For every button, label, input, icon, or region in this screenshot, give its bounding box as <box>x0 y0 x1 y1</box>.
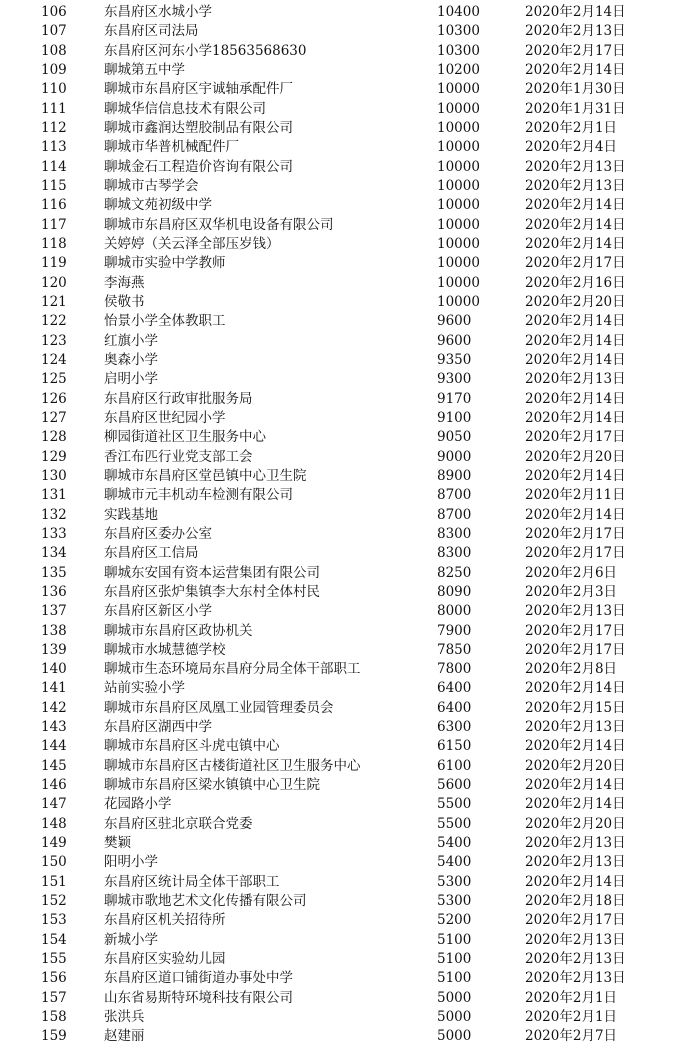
donation-amount: 10000 <box>437 216 480 233</box>
row-number: 138 <box>41 622 67 639</box>
donation-amount: 5000 <box>437 1009 472 1026</box>
donation-date: 2020年2月14日 <box>525 467 626 484</box>
donation-amount: 5100 <box>437 970 472 987</box>
donor-name: 怡景小学全体教职工 <box>104 313 226 330</box>
donor-name: 东昌府区行政审批服务局 <box>104 390 253 407</box>
table-row <box>0 61 700 80</box>
donation-date: 2020年2月14日 <box>525 4 626 20</box>
donation-amount: 8090 <box>437 583 472 600</box>
donation-date: 2020年2月20日 <box>525 815 626 832</box>
row-number: 114 <box>41 158 67 175</box>
table-row <box>0 3 700 22</box>
donation-date: 2020年2月17日 <box>525 912 626 929</box>
donor-name: 聊城市鑫润达塑胶制品有限公司 <box>104 119 293 136</box>
table-row <box>0 409 700 428</box>
table-row <box>0 448 700 467</box>
table-row <box>0 602 700 621</box>
donation-date: 2020年2月14日 <box>525 796 626 813</box>
donation-date: 2020年2月14日 <box>525 197 626 214</box>
donation-date: 2020年2月17日 <box>525 641 626 658</box>
donor-name: 张洪兵 <box>104 1009 145 1026</box>
row-number: 132 <box>41 506 67 523</box>
donor-name: 东昌府区湖西中学 <box>104 719 212 736</box>
donation-amount: 10000 <box>437 119 480 136</box>
donation-date: 2020年2月20日 <box>525 448 626 465</box>
table-row <box>0 641 700 660</box>
donor-name: 聊城市实验中学教师 <box>104 255 226 272</box>
row-number: 133 <box>41 525 67 542</box>
donor-name: 阳明小学 <box>104 854 158 871</box>
donation-amount: 8250 <box>437 564 472 581</box>
donation-amount: 9170 <box>437 390 472 407</box>
row-number: 113 <box>41 139 67 156</box>
donation-amount: 5100 <box>437 931 472 948</box>
row-number: 125 <box>41 371 67 388</box>
table-row <box>0 525 700 544</box>
table-row <box>0 892 700 911</box>
table-row <box>0 506 700 525</box>
table-row <box>0 196 700 215</box>
donor-name: 东昌府区司法局 <box>104 23 199 40</box>
donation-date: 2020年2月8日 <box>525 661 618 678</box>
table-row <box>0 274 700 293</box>
row-number: 140 <box>41 661 67 678</box>
donor-name: 关婷婷（关云泽全部压岁钱） <box>104 235 280 252</box>
row-number: 158 <box>41 1009 67 1026</box>
donation-amount: 9100 <box>437 409 472 426</box>
row-number: 109 <box>41 61 67 78</box>
donation-amount: 6300 <box>437 719 472 736</box>
donation-amount: 7800 <box>437 661 472 678</box>
row-number: 119 <box>41 255 67 272</box>
table-row <box>0 80 700 99</box>
donor-name: 聊城市元丰机动车检测有限公司 <box>104 487 293 504</box>
donor-name: 聊城市东昌府区双华机电设备有限公司 <box>104 216 334 233</box>
donation-amount: 7850 <box>437 641 472 658</box>
row-number: 149 <box>41 835 67 852</box>
donation-amount: 10000 <box>437 197 480 214</box>
donation-amount: 10000 <box>437 274 480 291</box>
donation-date: 2020年2月14日 <box>525 738 626 755</box>
donor-name: 启明小学 <box>104 371 158 388</box>
row-number: 144 <box>41 738 67 755</box>
donation-date: 2020年2月14日 <box>525 235 626 252</box>
row-number: 145 <box>41 757 67 774</box>
donation-date: 2020年2月14日 <box>525 313 626 330</box>
donation-amount: 9050 <box>437 429 472 446</box>
donation-amount: 5500 <box>437 815 472 832</box>
row-number: 110 <box>41 81 67 98</box>
table-row <box>0 718 700 737</box>
donor-name: 聊城市东昌府区梁水镇镇中心卫生院 <box>104 777 320 794</box>
donation-date: 2020年1月31日 <box>525 100 626 117</box>
table-row <box>0 564 700 583</box>
donation-date: 2020年2月17日 <box>525 622 626 639</box>
donor-name: 聊城市东昌府区宇诚轴承配件厂 <box>104 81 293 98</box>
donation-amount: 9000 <box>437 448 472 465</box>
donor-name: 站前实验小学 <box>104 680 185 697</box>
donor-name: 聊城市水城慧德学校 <box>104 641 226 658</box>
row-number: 154 <box>41 931 67 948</box>
row-number: 117 <box>41 216 67 233</box>
donation-amount: 5000 <box>437 1028 472 1045</box>
table-row <box>0 312 700 331</box>
donation-date: 2020年2月13日 <box>525 371 626 388</box>
donation-amount: 10000 <box>437 158 480 175</box>
donation-date: 2020年2月17日 <box>525 255 626 272</box>
donor-name: 东昌府区世纪园小学 <box>104 409 226 426</box>
table-row <box>0 100 700 119</box>
table-row <box>0 428 700 447</box>
table-row <box>0 911 700 930</box>
row-number: 141 <box>41 680 67 697</box>
donation-date: 2020年2月4日 <box>525 139 618 156</box>
donation-amount: 10000 <box>437 255 480 272</box>
table-row <box>0 544 700 563</box>
donation-date: 2020年2月18日 <box>525 893 626 910</box>
row-number: 135 <box>41 564 67 581</box>
donor-name: 新城小学 <box>104 931 158 948</box>
donation-date: 2020年2月20日 <box>525 757 626 774</box>
donation-date: 2020年2月14日 <box>525 390 626 407</box>
row-number: 115 <box>41 177 67 194</box>
donor-name: 聊城文苑初级中学 <box>104 197 212 214</box>
table-row <box>0 1027 700 1046</box>
row-number: 121 <box>41 293 67 310</box>
table-row <box>0 795 700 814</box>
table-row <box>0 351 700 370</box>
donation-date: 2020年2月17日 <box>525 42 626 59</box>
table-row <box>0 969 700 988</box>
donation-amount: 6100 <box>437 757 472 774</box>
donation-date: 2020年2月17日 <box>525 525 626 542</box>
table-row <box>0 467 700 486</box>
donor-name: 聊城东安国有资本运营集团有限公司 <box>104 564 320 581</box>
donation-date: 2020年2月13日 <box>525 603 626 620</box>
donation-amount: 9300 <box>437 371 472 388</box>
donation-amount: 10300 <box>437 42 480 59</box>
donor-name: 香江布匹行业党支部工会 <box>104 448 253 465</box>
donor-name: 聊城华信信息技术有限公司 <box>104 100 266 117</box>
table-row <box>0 853 700 872</box>
row-number: 150 <box>41 854 67 871</box>
table-row <box>0 699 700 718</box>
row-number: 151 <box>41 873 67 890</box>
donation-amount: 5400 <box>437 835 472 852</box>
donation-amount: 6150 <box>437 738 472 755</box>
row-number: 107 <box>41 23 67 40</box>
donor-name: 东昌府区河东小学18563568630 <box>104 42 307 59</box>
table-row <box>0 254 700 273</box>
table-row <box>0 757 700 776</box>
donor-name: 东昌府区实验幼儿园 <box>104 951 226 968</box>
donation-amount: 10400 <box>437 4 480 20</box>
table-row <box>0 119 700 138</box>
donation-date: 2020年2月14日 <box>525 873 626 890</box>
table-row <box>0 293 700 312</box>
donation-amount: 8300 <box>437 525 472 542</box>
donation-date: 2020年2月7日 <box>525 1028 618 1045</box>
donation-date: 2020年2月14日 <box>525 351 626 368</box>
table-row <box>0 138 700 157</box>
donation-amount: 5300 <box>437 873 472 890</box>
donor-name: 东昌府区统计局全体干部职工 <box>104 873 280 890</box>
table-row <box>0 873 700 892</box>
donor-name: 实践基地 <box>104 506 158 523</box>
row-number: 139 <box>41 641 67 658</box>
donation-date: 2020年2月13日 <box>525 158 626 175</box>
row-number: 124 <box>41 351 67 368</box>
donation-amount: 9600 <box>437 332 472 349</box>
donation-amount: 5500 <box>437 796 472 813</box>
donation-amount: 10300 <box>437 23 480 40</box>
table-row <box>0 158 700 177</box>
donor-name: 聊城市东昌府区凤凰工业园管理委员会 <box>104 699 334 716</box>
row-number: 137 <box>41 603 67 620</box>
donation-amount: 10200 <box>437 61 480 78</box>
donation-date: 2020年2月3日 <box>525 583 618 600</box>
donor-name: 聊城市东昌府区斗虎屯镇中心 <box>104 738 280 755</box>
donation-amount: 10000 <box>437 293 480 310</box>
table-row <box>0 235 700 254</box>
donation-amount: 10000 <box>437 177 480 194</box>
donor-name: 东昌府区张炉集镇李大东村全体村民 <box>104 583 320 600</box>
donor-name: 东昌府区工信局 <box>104 545 199 562</box>
donation-amount: 5200 <box>437 912 472 929</box>
donor-name: 李海燕 <box>104 274 145 291</box>
row-number: 153 <box>41 912 67 929</box>
row-number: 147 <box>41 796 67 813</box>
donation-date: 2020年2月1日 <box>525 1009 618 1026</box>
donation-date: 2020年2月14日 <box>525 506 626 523</box>
table-row <box>0 737 700 756</box>
donation-amount: 7900 <box>437 622 472 639</box>
donation-date: 2020年2月6日 <box>525 564 618 581</box>
donor-name: 东昌府区新区小学 <box>104 603 212 620</box>
donation-date: 2020年2月13日 <box>525 835 626 852</box>
donor-name: 聊城市古琴学会 <box>104 177 199 194</box>
donor-name: 聊城市歌地艺术文化传播有限公司 <box>104 893 307 910</box>
donation-amount: 8700 <box>437 506 472 523</box>
donation-date: 2020年2月14日 <box>525 216 626 233</box>
table-row <box>0 332 700 351</box>
donor-name: 聊城金石工程造价咨询有限公司 <box>104 158 293 175</box>
row-number: 146 <box>41 777 67 794</box>
table-row <box>0 1008 700 1027</box>
table-row <box>0 370 700 389</box>
donor-name: 柳园街道社区卫生服务中心 <box>104 429 266 446</box>
table-row <box>0 486 700 505</box>
row-number: 157 <box>41 989 67 1006</box>
donation-amount: 8900 <box>437 467 472 484</box>
donation-amount: 8300 <box>437 545 472 562</box>
donor-name: 山东省易斯特环境科技有限公司 <box>104 989 293 1006</box>
donation-date: 2020年2月13日 <box>525 719 626 736</box>
table-row <box>0 22 700 41</box>
table-row <box>0 776 700 795</box>
donation-date: 2020年2月14日 <box>525 777 626 794</box>
row-number: 111 <box>41 100 67 117</box>
table-row <box>0 622 700 641</box>
table-row <box>0 660 700 679</box>
donation-date: 2020年2月20日 <box>525 293 626 310</box>
row-number: 122 <box>41 313 67 330</box>
table-row <box>0 390 700 409</box>
donation-date: 2020年2月13日 <box>525 931 626 948</box>
row-number: 120 <box>41 274 67 291</box>
table-row <box>0 950 700 969</box>
row-number: 142 <box>41 699 67 716</box>
donor-name: 东昌府区驻北京联合党委 <box>104 815 253 832</box>
row-number: 134 <box>41 545 67 562</box>
donor-name: 聊城市生态环境局东昌府分局全体干部职工 <box>104 661 361 678</box>
row-number: 130 <box>41 467 67 484</box>
donor-name: 侯敬书 <box>104 293 145 310</box>
table-row <box>0 931 700 950</box>
row-number: 118 <box>41 235 67 252</box>
donation-date: 2020年2月13日 <box>525 177 626 194</box>
row-number: 131 <box>41 487 67 504</box>
donor-name: 赵建丽 <box>104 1028 145 1045</box>
donation-date: 2020年2月17日 <box>525 545 626 562</box>
table-row <box>0 679 700 698</box>
donation-date: 2020年2月14日 <box>525 61 626 78</box>
donor-name: 聊城市东昌府区堂邑镇中心卫生院 <box>104 467 307 484</box>
donation-date: 2020年2月13日 <box>525 854 626 871</box>
donation-amount: 6400 <box>437 680 472 697</box>
row-number: 159 <box>41 1028 67 1045</box>
donor-name: 花园路小学 <box>104 796 172 813</box>
donor-name: 东昌府区水城小学 <box>104 4 212 20</box>
donation-amount: 5300 <box>437 893 472 910</box>
donation-date: 2020年2月16日 <box>525 274 626 291</box>
donation-amount: 9350 <box>437 351 472 368</box>
donation-amount: 5000 <box>437 989 472 1006</box>
row-number: 123 <box>41 332 67 349</box>
donation-amount: 8000 <box>437 603 472 620</box>
row-number: 112 <box>41 119 67 136</box>
donor-name: 聊城市东昌府区古楼街道社区卫生服务中心 <box>104 757 361 774</box>
row-number: 128 <box>41 429 67 446</box>
donor-name: 奥森小学 <box>104 351 158 368</box>
donation-amount: 5100 <box>437 951 472 968</box>
donor-name: 东昌府区委办公室 <box>104 525 212 542</box>
donation-amount: 10000 <box>437 100 480 117</box>
donation-date: 2020年2月1日 <box>525 119 618 136</box>
row-number: 155 <box>41 951 67 968</box>
row-number: 148 <box>41 815 67 832</box>
donor-name: 聊城市东昌府区政协机关 <box>104 622 253 639</box>
donation-amount: 5400 <box>437 854 472 871</box>
donation-table <box>0 3 700 1047</box>
row-number: 126 <box>41 390 67 407</box>
donor-name: 东昌府区机关招待所 <box>104 912 226 929</box>
row-number: 116 <box>41 197 67 214</box>
donor-name: 红旗小学 <box>104 332 158 349</box>
row-number: 143 <box>41 719 67 736</box>
donation-date: 2020年2月14日 <box>525 680 626 697</box>
donation-date: 2020年2月14日 <box>525 332 626 349</box>
donation-date: 2020年2月15日 <box>525 699 626 716</box>
donation-amount: 10000 <box>437 81 480 98</box>
donation-date: 2020年1月30日 <box>525 81 626 98</box>
donor-name: 聊城第五中学 <box>104 61 185 78</box>
donation-date: 2020年2月17日 <box>525 429 626 446</box>
donation-date: 2020年2月11日 <box>525 487 626 504</box>
row-number: 136 <box>41 583 67 600</box>
donor-name: 聊城市华普机械配件厂 <box>104 139 239 156</box>
donation-date: 2020年2月13日 <box>525 970 626 987</box>
donor-name: 东昌府区道口铺街道办事处中学 <box>104 970 293 987</box>
table-row <box>0 834 700 853</box>
table-row <box>0 815 700 834</box>
donation-date: 2020年2月1日 <box>525 989 618 1006</box>
donor-name: 樊颖 <box>104 835 131 852</box>
row-number: 127 <box>41 409 67 426</box>
row-number: 156 <box>41 970 67 987</box>
donation-amount: 6400 <box>437 699 472 716</box>
table-row <box>0 216 700 235</box>
row-number: 106 <box>41 4 67 20</box>
donation-amount: 10000 <box>437 235 480 252</box>
row-number: 108 <box>41 42 67 59</box>
donation-amount: 10000 <box>437 139 480 156</box>
table-row <box>0 177 700 196</box>
table-row <box>0 42 700 61</box>
donation-date: 2020年2月14日 <box>525 409 626 426</box>
donation-amount: 5600 <box>437 777 472 794</box>
donation-date: 2020年2月13日 <box>525 951 626 968</box>
donation-amount: 8700 <box>437 487 472 504</box>
table-row <box>0 583 700 602</box>
row-number: 129 <box>41 448 67 465</box>
donation-date: 2020年2月13日 <box>525 23 626 40</box>
donation-amount: 9600 <box>437 313 472 330</box>
row-number: 152 <box>41 893 67 910</box>
table-row <box>0 989 700 1008</box>
